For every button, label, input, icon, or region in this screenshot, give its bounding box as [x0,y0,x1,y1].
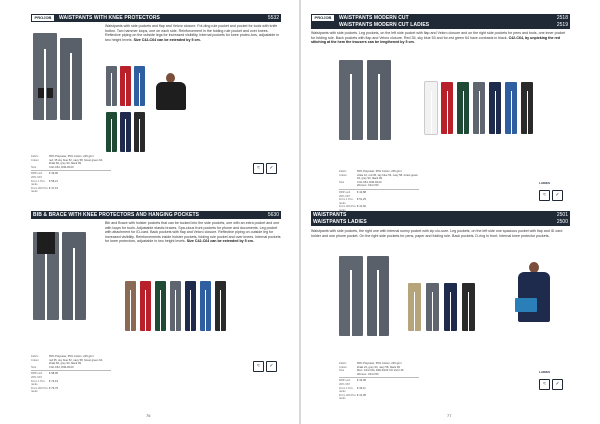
colour-variant [425,82,437,134]
colour-variant [408,283,421,331]
product-description: Waistpants with side pockets, the right one with internal sunny pocket with zip clo-sure. Leg pockets, on the left side one spacious pocket with flap and ID card holder and one phone pocket. On the right side pockets for pens, paper and folding rule. Back pockets. D-ring in front. Internal knee protector pockets. [311,229,563,238]
product-image-back [60,38,82,120]
product-title-ladies: WAISTPANTS MODERN CUT LADIES [339,22,430,28]
washing-icon: ≈ [539,190,550,201]
colour-variant [155,281,166,331]
knee-patch [38,88,44,98]
colour-variant [134,112,145,152]
product-description: Waistpants with side pockets and flap and Velcro closure. Fol-ding rule pocket and pocket for tools with knife button. Two hammer loops, one on each side. Reinforcement in the folding rule pocket and over knees. Reflective piping on the outside legs for increased visibility. Internal pockets for knee protec-tors, adjustable in two height levels. Size C42-C64 can be extended by 5 cm. [105,24,280,42]
washing-icon: ≈ [253,361,264,372]
product-code: 2518 [556,15,568,21]
colour-variant [521,82,533,134]
product-title: WAISTPANTS WITH KNEE PROTECTORS [59,15,160,21]
product-image-back [367,60,391,140]
knee-patch [47,88,53,98]
colour-variant [185,281,196,331]
spec-table: Fabric 65% Polyester, 35% Cotton, 245 g/m² Colour red 35, sky blue 52, navy 58, forest green 64, khaki 82, grey 93, black 99 Size C42-C64, D96-D120 RRP excl. 20% VAT € 98,95 From 1 Pcs. ranks € 79,19 From 200 Pcs. ranks € 79,79 [31,355,111,394]
spec-table: Fabric 65% Polyester, 35% Cotton, 245 g/m² Colour khaki 24, grey 93, navy 58, black 99 Size Men: C44-C64, D96-D120 CO short 46 Women: C34-C50 RRP excl. 20% VAT € 34,95 From 1 Pcs. ranks € 39,11 From 200 Pcs. ranks € 31,95 [339,362,419,401]
colour-variant [462,283,475,331]
section-header [31,211,281,219]
product-code: 5630 [267,212,279,218]
colour-variant [473,82,485,134]
product-code-ladies: 2519 [556,22,568,28]
colour-variant [134,66,145,106]
product-description: Bib and Brace with holster pockets that can be tucked into the side pockets, one with an extra pocket and one with loops for tools. Adjustable elastic braces. Spa-cious front pockets for phone and documents. Leg pocket with attachment for ID-card. Back pockets with flap and Velcro closure. Reflective piping on outside leg for increased visibility. Reinforcements inside holster pockets, folding rule pocket and over knees. Internal pockets for knee protectors, adjustable in two height levels. Size C42-C64 can be extended by 5 cm. [105,221,281,244]
colour-variant [441,82,453,134]
washing-icon: ≈ [539,379,550,390]
brand-logo: PROJOB [32,15,54,21]
model-photo [156,82,186,110]
product-description: Waistpants with side pockets. Leg pockets, on the left side pocket with flap and Velcro closure and on the right side pockets for pens and tools, one inner pocket for folding rule. Back pockets with flap and Velcro closure. Red 35, sky blue 53 and for-est green 64 have contrasts in black. C42-C64, by unpicking the red stitching at the hem the trousers can be lengthened by 5 cm. [311,31,566,45]
colour-variant [106,112,117,152]
bib-panel [37,232,55,254]
product-image-front [33,33,57,120]
colour-variant [505,82,517,134]
left-page [0,0,299,424]
product-title: BIB & BRACE WITH KNEE PROTECTORS AND HANGING POCKETS [33,212,200,218]
spec-table: Fabric 65% Polyester, 35% Cotton, 245 g/m² Colour white 10, red 35, sky blue 53, navy 58, forest green 64, grey 93, black 99 Size C44-C64, D96-D120 Women: C34-C50 RRP excl. 20% VAT € 44,88 From 1 Pcs. ranks € 51,25 From 200 Pcs. € 41,60 [339,170,418,209]
brand-logo: PROJOB [312,15,334,21]
product-code-ladies: 2500 [556,219,568,225]
section-header [311,211,570,226]
colour-variant [457,82,469,134]
certification-icon: ✓ [552,379,563,390]
section-header [311,14,570,29]
colour-variant [426,283,439,331]
colour-variant [489,82,501,134]
colour-variant [215,281,226,331]
product-image-front [339,60,363,140]
product-code: 2501 [556,212,568,218]
certification-icon: ✓ [266,163,277,174]
colour-variant [140,281,151,331]
product-title: WAISTPANTS [313,212,347,218]
colour-variant [444,283,457,331]
washing-icon: ≈ [253,163,264,174]
product-image-back [367,256,389,336]
product-code: 5532 [267,15,279,21]
product-title-ladies: WAISTPANTS LADIES [313,219,367,225]
certification-icon: ✓ [266,361,277,372]
model-photo [518,272,550,322]
certification-icon: ✓ [552,190,563,201]
ladies-badge: LADIES [539,181,551,185]
section-header [31,14,281,22]
product-title: WAISTPANTS MODERN CUT [339,15,409,21]
page-number: 76 [146,413,151,418]
colour-variant [170,281,181,331]
tool-case [515,298,537,312]
colour-variant [200,281,211,331]
colour-variant [125,281,136,331]
page-number: 77 [447,413,452,418]
colour-variant [120,112,131,152]
product-image-back [62,232,86,320]
spec-table: Fabric 65% Polyester, 35% Cotton, 245 g/m² Colour red, 35 sky blue 52, navy 58, forest green 64, khaki 82, grey 93, black 99 Size C42-C64, D96-D120 RRP excl. 20% VAT € 49,96 From 1 Pcs. ranks € 58,21 From 200 Pcs. ranks € 47,19 [31,155,111,194]
colour-variant [120,66,131,106]
ladies-badge: LADIES [539,370,551,374]
colour-variant [106,66,117,106]
product-image-front [339,256,363,336]
right-page [301,0,600,424]
